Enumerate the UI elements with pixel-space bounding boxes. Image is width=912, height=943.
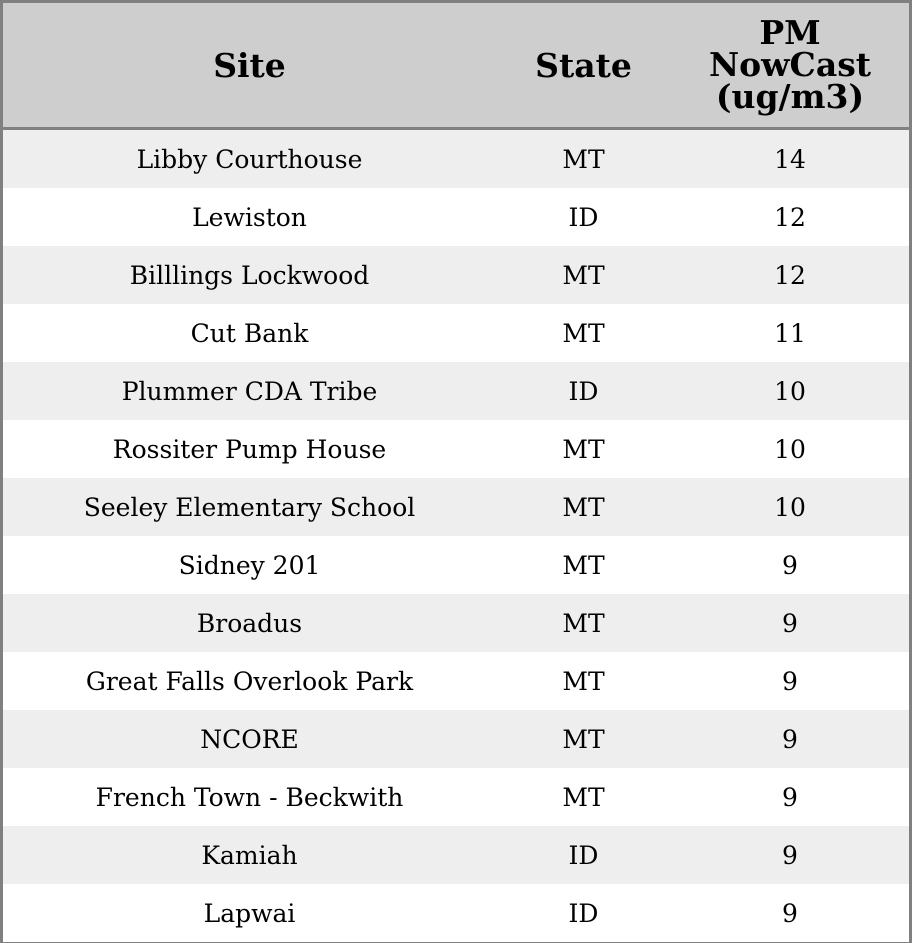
cell-pm: 9	[671, 536, 909, 594]
cell-state: MT	[496, 594, 671, 652]
header-state: State	[496, 3, 671, 129]
cell-site: Libby Courthouse	[3, 129, 496, 189]
cell-state: MT	[496, 246, 671, 304]
cell-site: Rossiter Pump House	[3, 420, 496, 478]
cell-state: MT	[496, 129, 671, 189]
table-row	[3, 362, 909, 420]
cell-site: Cut Bank	[3, 304, 496, 362]
cell-state: ID	[496, 362, 671, 420]
cell-site: Lapwai	[3, 884, 496, 942]
table-row	[3, 478, 909, 536]
table-row	[3, 594, 909, 652]
table-header	[3, 3, 909, 129]
cell-state: ID	[496, 884, 671, 942]
cell-pm: 10	[671, 420, 909, 478]
cell-state: MT	[496, 420, 671, 478]
table-row	[3, 768, 909, 826]
table-row	[3, 710, 909, 768]
cell-pm: 9	[671, 594, 909, 652]
header-pm-nowcast	[671, 3, 909, 129]
cell-pm: 11	[671, 304, 909, 362]
table-row	[3, 246, 909, 304]
cell-state: MT	[496, 652, 671, 710]
header-pm-line-2: NowCast	[708, 45, 872, 84]
cell-state: MT	[496, 536, 671, 594]
cell-site: Broadus	[3, 594, 496, 652]
cell-state: MT	[496, 304, 671, 362]
cell-pm: 9	[671, 652, 909, 710]
cell-site: Kamiah	[3, 826, 496, 884]
table-row	[3, 536, 909, 594]
cell-site: Sidney 201	[3, 536, 496, 594]
cell-pm: 9	[671, 768, 909, 826]
table-row	[3, 826, 909, 884]
cell-site: Billlings Lockwood	[3, 246, 496, 304]
table-row	[3, 188, 909, 246]
cell-state: ID	[496, 188, 671, 246]
cell-pm: 9	[671, 884, 909, 942]
cell-state: ID	[496, 826, 671, 884]
cell-pm: 14	[671, 129, 909, 189]
air-quality-table	[3, 3, 909, 942]
cell-pm: 12	[671, 246, 909, 304]
cell-pm: 9	[671, 826, 909, 884]
table-row	[3, 652, 909, 710]
table-row	[3, 129, 909, 189]
table-row	[3, 304, 909, 362]
cell-state: MT	[496, 710, 671, 768]
cell-pm: 10	[671, 478, 909, 536]
cell-pm: 12	[671, 188, 909, 246]
header-site: Site	[3, 3, 496, 129]
table-row	[3, 884, 909, 942]
header-pm-line-3: (ug/m3)	[715, 77, 865, 116]
cell-site: Plummer CDA Tribe	[3, 362, 496, 420]
cell-pm: 9	[671, 710, 909, 768]
cell-site: French Town - Beckwith	[3, 768, 496, 826]
cell-site: Lewiston	[3, 188, 496, 246]
table-body	[3, 129, 909, 943]
cell-site: NCORE	[3, 710, 496, 768]
cell-pm: 10	[671, 362, 909, 420]
header-pm-line-1: PM	[759, 13, 821, 52]
cell-site: Seeley Elementary School	[3, 478, 496, 536]
header-row	[3, 3, 909, 129]
cell-site: Great Falls Overlook Park	[3, 652, 496, 710]
cell-state: MT	[496, 478, 671, 536]
cell-state: MT	[496, 768, 671, 826]
table-row	[3, 420, 909, 478]
